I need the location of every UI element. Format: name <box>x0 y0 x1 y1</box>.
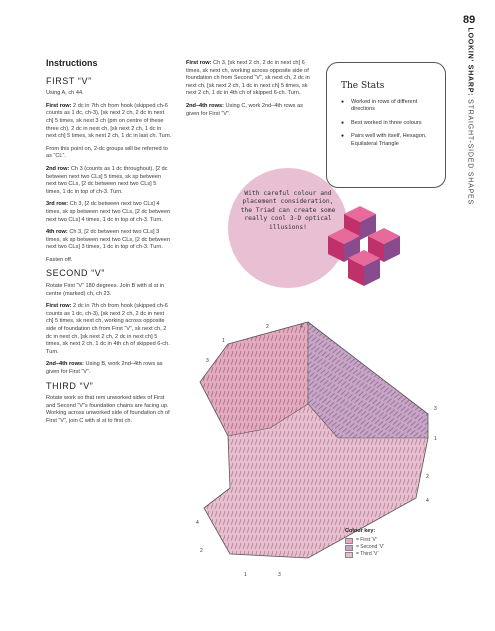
stats-item: ● Worked in rows of different directions <box>341 99 441 114</box>
stats-item: ● Pairs well with itself, Hexagon, Equilateral Triangle <box>341 133 441 148</box>
second-v-intro: Rotate First “V” 180 degrees. Join B with sl st in centre (marked) ch, ch 23. <box>46 283 165 297</box>
third-v-title: THIRD “V” <box>46 380 94 391</box>
first-v-fasten: Fasten off. <box>46 256 73 263</box>
third-v-rows: 2nd–4th rows: Using C, work 2nd–4th rows as given for First “V”. <box>186 102 303 117</box>
cube-illustration-shapes <box>328 206 400 286</box>
side-tab-rest: STRAIGHT-SIDED SHAPES <box>466 96 474 205</box>
row-number: 4 <box>196 520 199 526</box>
row-number: 2 <box>426 474 429 480</box>
row-number: 2 <box>266 324 269 330</box>
stats-item: ● Best worked in three colours <box>341 120 441 127</box>
side-tab-bold: LOOKIN' SHARP: <box>466 27 474 97</box>
row-number: 3 <box>434 406 437 412</box>
page-number: 89 <box>463 14 476 26</box>
row-number: 1 <box>434 436 437 442</box>
colour-key-row: = First ‘V’ <box>345 537 415 544</box>
first-v-title: FIRST “V” <box>46 75 92 86</box>
callout-text: With careful colour and placement consideration, the Triad can create some really cool 3-D optical illusions! <box>240 190 336 231</box>
first-v-note: From this point on, 2-dc groups will be referred to as “CL”. <box>46 145 168 160</box>
diagram-shapes <box>200 322 428 558</box>
colour-key <box>345 528 415 558</box>
instructions-heading: Instructions <box>46 58 98 68</box>
stats-box <box>326 62 446 188</box>
first-v-row2: 2nd row: Ch 3 (counts as 1 dc throughout), [2 dc between next two CLs] 5 times, sk sp between next two CLs, [2 dc between next two CLs] 5 times, 1 dc in top of ch-3. Turn. <box>46 165 168 195</box>
row-number: 4 <box>426 498 429 504</box>
row-number: 1 <box>244 572 247 578</box>
row-number: 3 <box>206 358 209 364</box>
first-v-row4: 4th row: Ch 3, [2 dc between next two CLs] 3 times, sk sp between next two CLs, [2 dc between next two CLs] 3 times, 1 dc in top of ch-3. Turn. <box>46 229 171 251</box>
first-v-row3: 3rd row: Ch 3, [2 dc between next two CLs] 4 times, sk sp between next two CLs, [2 dc between next two CLs] 4 times, 1 dc in top of ch-3. Turn. <box>46 201 171 223</box>
row-number: 2 <box>200 548 203 554</box>
section-side-tab <box>456 27 484 238</box>
row-number: 3 <box>278 572 281 578</box>
row-number: 4 <box>300 324 303 330</box>
first-v-row1: First row: 2 dc in 7th ch from hook (skipped ch-6 counts as 1 dc, ch-3), [sk next 2 ch, 2 dc in next ch] 5 times, sk next 3 ch (pm on centre of these three ch), 2 dc in next ch, [sk next 2 ch, 1 dc in next ch] 5 times, sk next 2 ch, 1 dc in last ch. Turn. <box>46 102 172 140</box>
colour-key-row: = Third ‘V’ <box>345 551 415 558</box>
instructions-column-continued <box>186 60 316 123</box>
instructions-column <box>46 60 172 431</box>
second-v-rows: 2nd–4th rows: Using B, work 2nd–4th rows as given for First “V”. <box>46 361 163 375</box>
stats-list <box>341 99 441 154</box>
swatch-third-v <box>345 552 353 558</box>
second-v-row1: First row: 2 dc in 7th ch from hook (skipped ch-6 counts as 1 dc, ch-3), [sk next 2 ch, 2 dc in next ch] 5 times, sk next ch, working across opposite side of foundation ch from First “V”, sk next ch, 2 dc in next ch, [sk next 2 ch, 2 dc in next ch] 5 times, sk next 2 ch, 1 dc in 4th ch of skipped 6-ch. Turn. <box>46 303 170 355</box>
stats-title: The Stats <box>341 81 385 91</box>
third-v-intro: Rotate work so that rem unworked sides of First and Second “V”s foundation chains are facing up. Working across unworked side of foundation ch of First “V”, join C with sl st to first ch. <box>46 395 170 424</box>
second-v-title: SECOND “V” <box>46 268 106 279</box>
row-number: 1 <box>222 338 225 344</box>
swatch-first-v <box>345 538 353 544</box>
swatch-second-v <box>345 545 353 551</box>
first-v-using: Using A, ch 44. <box>46 90 84 97</box>
colour-key-row: = Second ‘V’ <box>345 544 415 551</box>
colour-key-title: Colour key: <box>345 528 376 534</box>
third-v-row1: First row: Ch 3, [sk next 2 ch, 2 dc in next ch] 6 times, sk next ch, working across opposite side of foundation ch from Second “V”, sk next ch, 2 dc in next ch, [sk next 2 ch, 1 dc in next ch] 5 times, sk next 2 ch, 1 dc in 4th ch of skipped 6-ch. Turn. <box>186 60 310 97</box>
3d-cubes-illustration <box>324 206 404 288</box>
